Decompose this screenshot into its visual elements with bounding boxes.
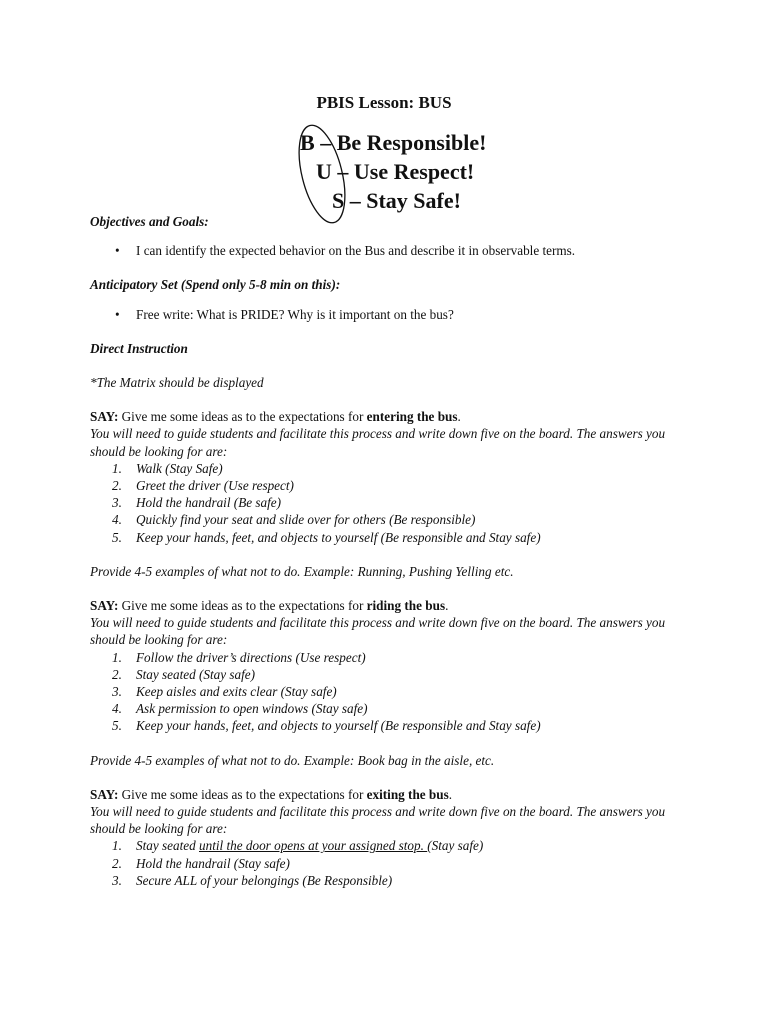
- list-item: 2. Stay seated (Stay safe): [112, 666, 256, 682]
- guide-text: You will need to guide students and facilitate this process and write down five on the board. The answers you should be looking for are:: [90, 426, 666, 459]
- examples-text: Provide 4-5 examples of what not to do. Example: Running, Pushing Yelling etc.: [90, 563, 514, 579]
- list-item: 5. Keep your hands, feet, and objects to yourself (Be responsible and Stay safe): [112, 718, 541, 734]
- list-item: 4. Quickly find your seat and slide over for others (Be responsible): [112, 512, 476, 528]
- list-item: 3. Secure ALL of your belongings (Be Responsible): [112, 872, 393, 888]
- say-exiting: SAY: Give me some ideas as to the expectations for exiting the bus.: [90, 786, 453, 802]
- list-item: 4. Ask permission to open windows (Stay safe): [112, 701, 368, 717]
- direct-instruction-heading: Direct Instruction: [90, 340, 188, 356]
- list-item: 1. Follow the driver’s directions (Use respect): [112, 649, 366, 665]
- acrostic-line-s: S – Stay Safe!: [332, 188, 461, 213]
- list-item: 3. Hold the handrail (Be safe): [112, 495, 282, 511]
- matrix-note: *The Matrix should be displayed: [90, 375, 264, 391]
- guide-text: You will need to guide students and facilitate this process and write down five on the board. The answers you should be looking for are:: [90, 804, 666, 837]
- say-riding: SAY: Give me some ideas as to the expectations for riding the bus.: [90, 598, 449, 614]
- guide-text: You will need to guide students and facilitate this process and write down five on the board. The answers you should be looking for are:: [90, 615, 666, 648]
- acrostic-bus: [300, 128, 486, 215]
- list-item: 2. Hold the handrail (Stay safe): [112, 855, 290, 871]
- list-item: 1. Stay seated until the door opens at your assigned stop. (Stay safe): [112, 838, 484, 854]
- objectives-heading: Objectives and Goals:: [90, 214, 209, 229]
- riding-list: [90, 649, 690, 735]
- anticipatory-heading: Anticipatory Set (Spend only 5-8 min on this):: [90, 277, 341, 293]
- list-item: 5. Keep your hands, feet, and objects to yourself (Be responsible and Stay safe): [112, 529, 541, 545]
- list-item: 2. Greet the driver (Use respect): [112, 478, 294, 494]
- acrostic-line-b: B – Be Responsible!: [300, 130, 487, 155]
- anticipatory-list: [90, 306, 690, 323]
- lesson-body: [90, 213, 690, 889]
- list-item: • I can identify the expected behavior on the Bus and describe it in observable terms.: [90, 242, 690, 259]
- list-item: • Free write: What is PRIDE? Why is it important on the bus?: [90, 306, 690, 323]
- entering-list: [90, 460, 690, 546]
- acrostic-line-u: U – Use Respect!: [316, 159, 475, 184]
- objectives-list: [90, 242, 690, 259]
- examples-text: Provide 4-5 examples of what not to do. Example: Book bag in the aisle, etc.: [90, 752, 495, 768]
- page-title: PBIS Lesson: BUS: [316, 93, 452, 112]
- list-item: 1. Walk (Stay Safe): [112, 460, 223, 476]
- say-entering: SAY: Give me some ideas as to the expectations for entering the bus.: [90, 409, 461, 425]
- list-item: 3. Keep aisles and exits clear (Stay safe): [112, 684, 337, 700]
- exiting-list: [90, 837, 690, 889]
